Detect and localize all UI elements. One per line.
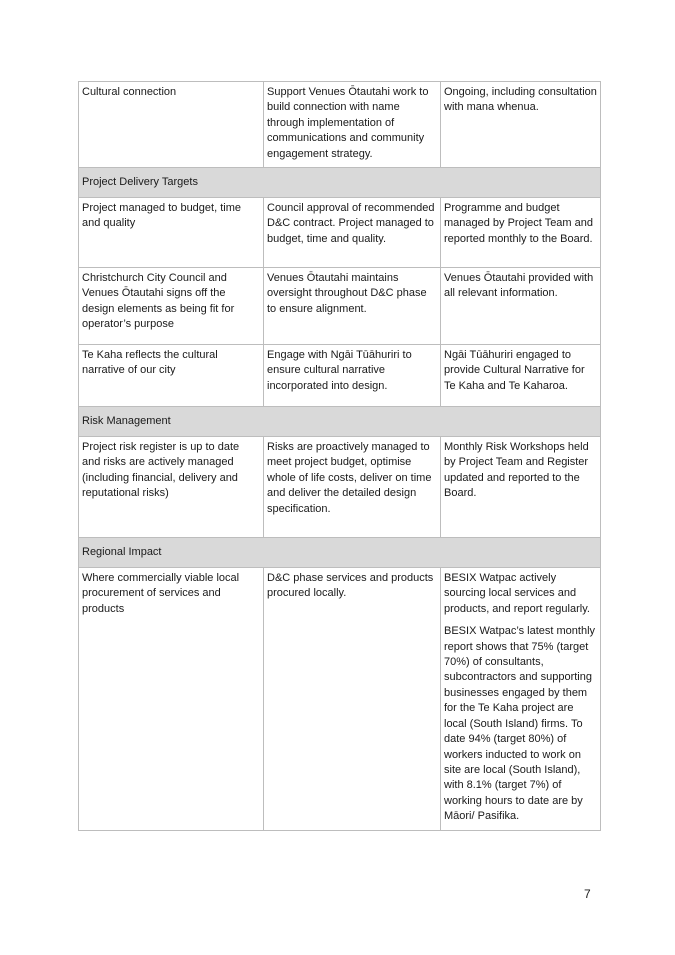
table-row [79,268,601,345]
action-cell: Support Venues Ōtautahi work to build connection with name through implementation of communications and community engagement strategy. [264,82,441,168]
section-header-row [79,407,601,437]
status-paragraph: BESIX Watpac’s latest monthly report shows that 75% (target 70%) of consultants, subcontractors and supporting businesses engaged by them for the Te Kaha project are local (South Island) firms. To date 94% (target 80%) of workers inducted to work on site are local (South Island), with 8.1% (target 7%) of working hours to date are by Māori/ Pasifika. [444,625,596,823]
table-row [79,568,601,831]
action-cell: Risks are proactively managed to meet project budget, optimise whole of life costs, deliver on time and deliver the detailed design specification. [264,437,441,538]
action-cell: Engage with Ngāi Tūāhuriri to ensure cultural narrative incorporated into design. [264,345,441,407]
section-header-row [79,538,601,568]
section-heading: Regional Impact [79,538,601,568]
status-cell: Ongoing, including consultation with mana whenua. [441,82,601,168]
measure-cell: Where commercially viable local procurement of services and products [79,568,264,831]
status-cell: Ngāi Tūāhuriri engaged to provide Cultural Narrative for Te Kaha and Te Kaharoa. [441,345,601,407]
table-row [79,198,601,268]
section-heading: Project Delivery Targets [79,168,601,198]
status-cell [441,568,601,831]
table-row [79,437,601,538]
measure-cell: Te Kaha reflects the cultural narrative of our city [79,345,264,407]
status-cell: Venues Ōtautahi provided with all relevant information. [441,268,601,345]
status-cell: Monthly Risk Workshops held by Project Team and Register updated and reported to the Board. [441,437,601,538]
measure-cell: Cultural connection [79,82,264,168]
section-header-row [79,168,601,198]
measure-cell: Christchurch City Council and Venues Ōtautahi signs off the design elements as being fit for operator’s purpose [79,268,264,345]
targets-table [78,81,601,831]
measure-cell: Project managed to budget, time and quality [79,198,264,268]
action-cell: D&C phase services and products procured locally. [264,568,441,831]
page-number: 7 [584,887,591,901]
section-heading: Risk Management [79,407,601,437]
action-cell: Venues Ōtautahi maintains oversight throughout D&C phase to ensure alignment. [264,268,441,345]
table-row [79,82,601,168]
status-paragraph: BESIX Watpac actively sourcing local services and products, and report regularly. [444,572,590,615]
table-row [79,345,601,407]
measure-cell: Project risk register is up to date and risks are actively managed (including financial, delivery and reputational risks) [79,437,264,538]
status-cell: Programme and budget managed by Project Team and reported monthly to the Board. [441,198,601,268]
action-cell: Council approval of recommended D&C contract. Project managed to budget, time and quality. [264,198,441,268]
